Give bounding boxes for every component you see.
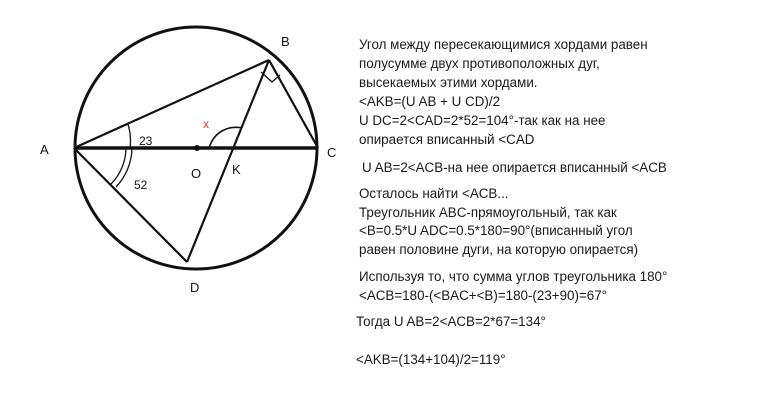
point-label-b: B xyxy=(281,34,290,49)
angle-cad-arc-outer xyxy=(111,148,126,184)
solution-line: U DC=2<CAD=2*52=104°-так как на нее xyxy=(359,113,606,128)
angle-value-bac: 23 xyxy=(139,134,153,148)
point-label-c: C xyxy=(327,145,337,160)
unknown-angle-x: x xyxy=(203,117,209,131)
solution-line: равен половине дуги, на которую опирается) xyxy=(359,242,639,257)
geometry-figure xyxy=(0,0,345,409)
solution-line: Используя то, что сумма углов треугольника 180° xyxy=(359,269,668,284)
angle-cad-arc-inner xyxy=(116,148,132,187)
solution-line: высекаемых этими хордами. xyxy=(359,75,538,90)
solution-line: Осталось найти <ACB... xyxy=(359,186,509,201)
center-point xyxy=(194,145,200,151)
point-label-k: K xyxy=(232,162,241,177)
solution-line: Тогда U AB=2<ACB=2*67=134° xyxy=(356,314,546,329)
angle-value-cad: 52 xyxy=(134,178,148,192)
solution-line: Треугольник ABC-прямоугольный, так как xyxy=(359,205,617,220)
solution-line: опирается вписанный <CAD xyxy=(359,132,535,147)
solution-line: <B=0.5*U ADC=0.5*180=90°(вписанный угол xyxy=(359,223,633,238)
chord-bc xyxy=(269,60,318,148)
point-label-o: O xyxy=(191,166,202,181)
solution-line: <AKB=(U AB + U CD)/2 xyxy=(359,94,501,109)
solution-line: <ACB=180-(<BAC+<B)=180-(23+90)=67° xyxy=(359,288,608,303)
solution-line: Угол между пересекающимися хордами равен xyxy=(359,37,648,52)
point-label-d: D xyxy=(190,280,200,295)
point-label-a: A xyxy=(40,142,49,157)
angle-bac-arc xyxy=(128,124,130,148)
solution-line: <AKB=(134+104)/2=119° xyxy=(356,352,506,367)
solution-line: полусумме двух противоположных дуг, xyxy=(359,56,600,71)
solution-line: U AB=2<ACB-на нее опирается вписанный <ACB xyxy=(362,160,667,175)
